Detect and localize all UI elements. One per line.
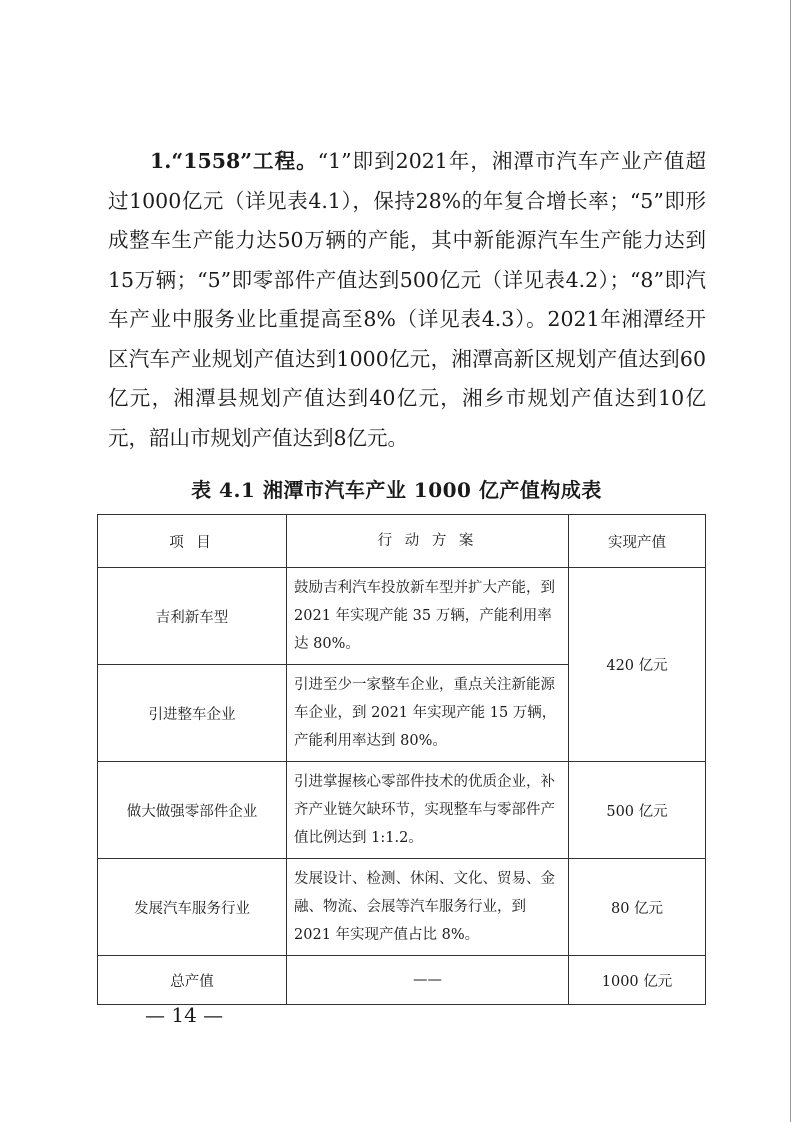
total-value: 1000 亿元 [569,956,706,1005]
row-value: 80 亿元 [569,859,706,956]
page-number: — 14 — [145,1003,224,1027]
row-plan: 发展设计、检测、休闲、文化、贸易、金融、物流、会展等汽车服务行业，到 2021 年实现产值占比 8%。 [287,859,569,956]
header-item: 项 目 [98,515,287,568]
table-row-total [98,956,706,1005]
row-item: 引进整车企业 [98,665,287,762]
row-item: 发展汽车服务行业 [98,859,287,956]
page-edge-line [790,0,791,1122]
table-header-row [98,515,706,568]
row-value: 500 亿元 [569,762,706,859]
paragraph-lead: 1.“1558”工程。 [150,149,318,173]
header-value: 实现产值 [569,515,706,568]
paragraph-body: “1”即到2021年，湘潭市汽车产业产值超过1000亿元（详见表4.1），保持28%的年复合增长率；“5”即形成整车生产能力达50万辆的产能，其中新能源汽车生产能力达到15万辆；“5”即零部件产值达到500亿元（详见表4.2）；“8”即汽车产业中服务业比重提高至8%（详见表4.3）。2021年湘潭经开区汽车产业规划产值达到1000亿元，湘潭高新区规划产值达到60亿元，湘潭县规划产值达到40亿元，湘乡市规划产值达到10亿元，韶山市规划产值达到8亿元。 [108,149,706,450]
row-plan: 鼓励吉利汽车投放新车型并扩大产能，到 2021 年实现产能 35 万辆，产能利用率达 80%。 [287,568,569,665]
table-row [98,859,706,956]
row-plan: 引进至少一家整车企业，重点关注新能源车企业，到 2021 年实现产能 15 万辆，产能利用率达到 80%。 [287,665,569,762]
table-row [98,762,706,859]
table-title: 表 4.1 湘潭市汽车产业 1000 亿产值构成表 [191,478,602,502]
body-paragraph [108,142,706,458]
header-plan: 行 动 方 案 [287,515,569,568]
total-label: 总产值 [98,956,287,1005]
table-row [98,568,706,665]
row-plan: 引进掌握核心零部件技术的优质企业，补齐产业链欠缺环节，实现整车与零部件产值比例达到 1:1.2。 [287,762,569,859]
output-value-table [97,514,706,1005]
row-item: 做大做强零部件企业 [98,762,287,859]
row-item: 吉利新车型 [98,568,287,665]
row-value-merged: 420 亿元 [569,568,706,762]
total-plan: —— [287,956,569,1005]
